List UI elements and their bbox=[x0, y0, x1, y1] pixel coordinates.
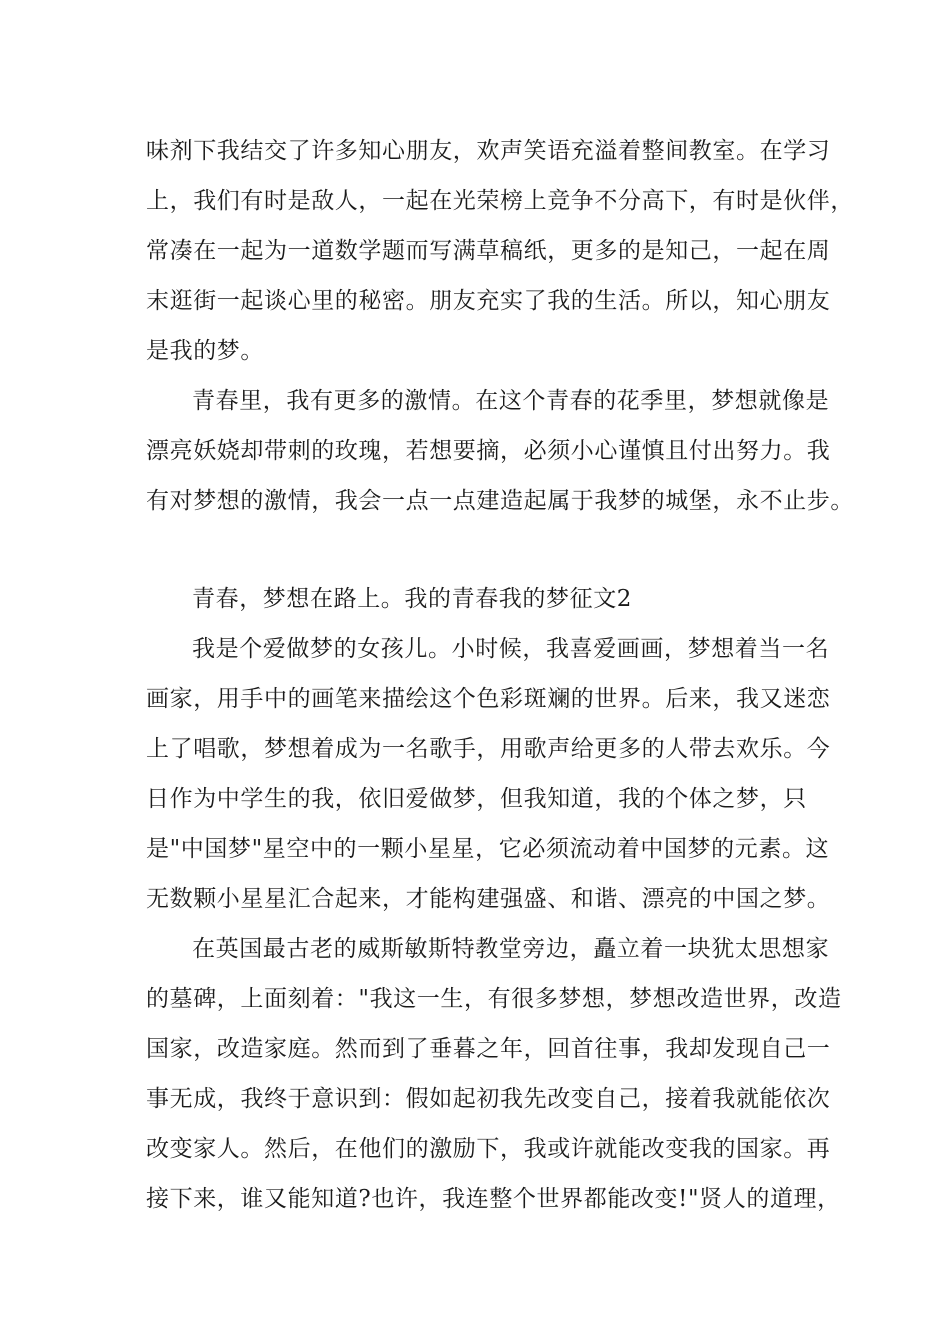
paragraph-line: 无数颗小星星汇合起来，才能构建强盛、和谐、漂亮的中国之梦。 bbox=[146, 886, 831, 912]
paragraph-line: 国家，改造家庭。然而到了垂暮之年，回首往事，我却发现自己一 bbox=[146, 1036, 831, 1062]
section-title: 青春，梦想在路上。我的青春我的梦征文2 bbox=[192, 586, 633, 612]
paragraph-line: 上了唱歌，梦想着成为一名歌手，用歌声给更多的人带去欢乐。今 bbox=[146, 736, 831, 762]
paragraph-line: 接下来，谁又能知道?也许，我连整个世界都能改变!"贤人的道理， bbox=[146, 1186, 841, 1212]
paragraph-line: 画家，用手中的画笔来描绘这个色彩斑斓的世界。后来，我又迷恋 bbox=[146, 686, 831, 712]
paragraph-line: 常凑在一起为一道数学题而写满草稿纸，更多的是知己，一起在周 bbox=[146, 238, 831, 264]
paragraph-line: 有对梦想的激情，我会一点一点建造起属于我梦的城堡，永不止步。 bbox=[146, 488, 854, 514]
paragraph-line: 上，我们有时是敌人，一起在光荣榜上竞争不分高下，有时是伙伴， bbox=[146, 188, 854, 214]
paragraph-line: 是"中国梦"星空中的一颗小星星，它必须流动着中国梦的元素。这 bbox=[146, 836, 830, 862]
paragraph-line: 我是个爱做梦的女孩儿。小时候，我喜爱画画，梦想着当一名 bbox=[192, 636, 830, 662]
paragraph-line: 改变家人。然后，在他们的激励下，我或许就能改变我的国家。再 bbox=[146, 1136, 831, 1162]
paragraph-line: 青春里，我有更多的激情。在这个青春的花季里，梦想就像是 bbox=[192, 388, 830, 414]
paragraph-line: 味剂下我结交了许多知心朋友，欢声笑语充溢着整间教室。在学习 bbox=[146, 138, 831, 164]
paragraph-line: 漂亮妖娆却带刺的玫瑰，若想要摘，必须小心谨慎且付出努力。我 bbox=[146, 438, 831, 464]
paragraph-line: 是我的梦。 bbox=[146, 338, 264, 364]
paragraph-line: 末逛街一起谈心里的秘密。朋友充实了我的生活。所以，知心朋友 bbox=[146, 288, 831, 314]
paragraph-line: 日作为中学生的我，依旧爱做梦，但我知道，我的个体之梦，只 bbox=[146, 786, 807, 812]
paragraph-line: 事无成，我终于意识到：假如起初我先改变自己，接着我就能依次 bbox=[146, 1086, 831, 1112]
paragraph-line: 在英国最古老的威斯敏斯特教堂旁边，矗立着一块犹太思想家 bbox=[192, 936, 830, 962]
paragraph-line: 的墓碑，上面刻着："我这一生，有很多梦想，梦想改造世界，改造 bbox=[146, 986, 842, 1012]
